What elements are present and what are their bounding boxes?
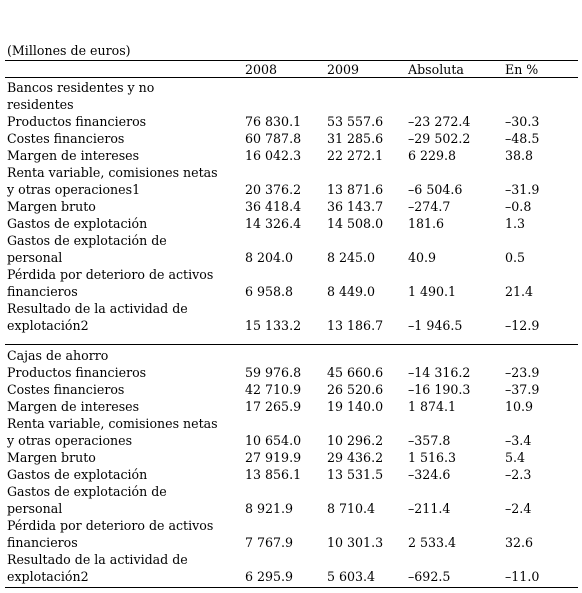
row-label: Costes financieros: [7, 382, 125, 397]
table-row: [0, 215, 582, 232]
table-row: [0, 483, 582, 500]
table-row: [0, 398, 582, 415]
table-row: [0, 113, 582, 130]
row-value: 8 204.0: [245, 250, 294, 265]
row-value: 7 767.9: [245, 535, 294, 550]
row-value: –31.9: [505, 182, 540, 197]
row-value: –274.7: [408, 199, 451, 214]
row-value: 1 874.1: [408, 399, 457, 414]
row-value: 0.5: [505, 250, 526, 265]
row-value: 10 654.0: [245, 433, 302, 448]
section-title: [0, 96, 582, 113]
row-value: 1 516.3: [408, 450, 457, 465]
table-row: [0, 466, 582, 483]
row-label: Resultado de la actividad de: [7, 301, 188, 316]
row-label: Pérdida por deterioro de activos: [7, 267, 214, 282]
row-label: Gastos de explotación: [7, 467, 148, 482]
section-title-text: Bancos residentes y no: [7, 80, 155, 95]
row-label: personal: [7, 501, 63, 516]
row-label: y otras operaciones1: [7, 182, 141, 197]
row-value: 36 418.4: [245, 199, 302, 214]
row-label: Margen bruto: [7, 199, 96, 214]
row-value: 14 326.4: [245, 216, 302, 231]
row-value: 22 272.1: [327, 148, 384, 163]
section-title: [0, 79, 582, 96]
row-value: 13 531.5: [327, 467, 384, 482]
table-row: [0, 449, 582, 466]
row-label: Gastos de explotación de: [7, 484, 167, 499]
row-value: –12.9: [505, 318, 540, 333]
row-label: explotación2: [7, 569, 89, 584]
section-title-text: Cajas de ahorro: [7, 348, 109, 363]
row-label: personal: [7, 250, 63, 265]
table-row: [0, 266, 582, 283]
row-label: financieros: [7, 284, 78, 299]
table-row: [0, 300, 582, 317]
row-label: explotación2: [7, 318, 89, 333]
row-value: 10 301.3: [327, 535, 384, 550]
row-label: Resultado de la actividad de: [7, 552, 188, 567]
row-value: 15 133.2: [245, 318, 302, 333]
row-value: 16 042.3: [245, 148, 302, 163]
row-value: 13 186.7: [327, 318, 384, 333]
section-title: [0, 347, 582, 364]
row-label: Gastos de explotación: [7, 216, 148, 231]
row-value: 14 508.0: [327, 216, 384, 231]
row-value: –211.4: [408, 501, 451, 516]
row-label: Costes financieros: [7, 131, 125, 146]
row-value: 36 143.7: [327, 199, 384, 214]
row-value: –2.4: [505, 501, 532, 516]
table-row: [0, 181, 582, 198]
row-value: 21.4: [505, 284, 534, 299]
row-label: Renta variable, comisiones netas: [7, 165, 218, 180]
row-value: 5 603.4: [327, 569, 376, 584]
header-bottom-rule: [5, 77, 578, 78]
row-label: Margen bruto: [7, 450, 96, 465]
row-value: –6 504.6: [408, 182, 463, 197]
row-value: 1.3: [505, 216, 526, 231]
row-value: 181.6: [408, 216, 445, 231]
row-label: Margen de intereses: [7, 148, 140, 163]
row-value: –23 272.4: [408, 114, 471, 129]
row-value: 40.9: [408, 250, 437, 265]
row-value: 45 660.6: [327, 365, 384, 380]
row-label: y otras operaciones: [7, 433, 133, 448]
row-label: Gastos de explotación de: [7, 233, 167, 248]
row-value: 42 710.9: [245, 382, 302, 397]
table-row: [0, 232, 582, 249]
row-value: –29 502.2: [408, 131, 471, 146]
table-row: [0, 164, 582, 181]
row-value: 13 871.6: [327, 182, 384, 197]
table-row: [0, 381, 582, 398]
table-row: [0, 317, 582, 334]
units-label: (Millones de euros): [7, 43, 131, 58]
column-header: Absoluta: [408, 62, 464, 77]
table-row: [0, 500, 582, 517]
row-value: 1 490.1: [408, 284, 457, 299]
row-value: –324.6: [408, 467, 451, 482]
column-header: En %: [505, 62, 539, 77]
table-row: [0, 517, 582, 534]
row-value: 10 296.2: [327, 433, 384, 448]
row-value: 26 520.6: [327, 382, 384, 397]
row-value: –1 946.5: [408, 318, 463, 333]
table-row: [0, 198, 582, 215]
row-value: 38.8: [505, 148, 534, 163]
table-row: [0, 130, 582, 147]
row-value: –692.5: [408, 569, 451, 584]
row-value: 8 449.0: [327, 284, 376, 299]
row-value: –48.5: [505, 131, 540, 146]
row-value: 20 376.2: [245, 182, 302, 197]
row-label: Renta variable, comisiones netas: [7, 416, 218, 431]
row-label: Productos financieros: [7, 114, 147, 129]
row-label: Pérdida por deterioro de activos: [7, 518, 214, 533]
row-value: –37.9: [505, 382, 540, 397]
row-value: 29 436.2: [327, 450, 384, 465]
row-value: 2 533.4: [408, 535, 457, 550]
table-row: [0, 551, 582, 568]
row-value: –30.3: [505, 114, 540, 129]
row-value: 32.6: [505, 535, 534, 550]
row-value: –357.8: [408, 433, 451, 448]
row-label: financieros: [7, 535, 78, 550]
row-value: –3.4: [505, 433, 532, 448]
row-value: –23.9: [505, 365, 540, 380]
section-title-text: residentes: [7, 97, 74, 112]
row-value: 6 229.8: [408, 148, 457, 163]
row-value: 8 921.9: [245, 501, 294, 516]
row-label: Productos financieros: [7, 365, 147, 380]
row-value: –14 316.2: [408, 365, 471, 380]
row-value: 31 285.6: [327, 131, 384, 146]
section-divider-rule: [5, 344, 578, 345]
row-value: 10.9: [505, 399, 534, 414]
row-value: 60 787.8: [245, 131, 302, 146]
row-value: 8 245.0: [327, 250, 376, 265]
row-value: –2.3: [505, 467, 532, 482]
row-value: 27 919.9: [245, 450, 302, 465]
table-row: [0, 364, 582, 381]
row-value: 8 710.4: [327, 501, 376, 516]
row-value: 59 976.8: [245, 365, 302, 380]
row-value: 53 557.6: [327, 114, 384, 129]
row-value: 19 140.0: [327, 399, 384, 414]
table-bottom-rule: [5, 587, 578, 588]
table-row: [0, 283, 582, 300]
table-row: [0, 249, 582, 266]
row-value: 6 958.8: [245, 284, 294, 299]
row-value: 76 830.1: [245, 114, 302, 129]
row-value: 5.4: [505, 450, 526, 465]
row-value: –11.0: [505, 569, 540, 584]
row-value: 6 295.9: [245, 569, 294, 584]
table-row: [0, 568, 582, 585]
table-row: [0, 534, 582, 551]
column-header: 2008: [245, 62, 278, 77]
column-header: 2009: [327, 62, 360, 77]
row-value: –0.8: [505, 199, 532, 214]
row-value: 17 265.9: [245, 399, 302, 414]
row-label: Margen de intereses: [7, 399, 140, 414]
table-row: [0, 432, 582, 449]
table-row: [0, 415, 582, 432]
table-row: [0, 147, 582, 164]
column-header-row: [0, 61, 582, 78]
row-value: 13 856.1: [245, 467, 302, 482]
row-value: –16 190.3: [408, 382, 471, 397]
